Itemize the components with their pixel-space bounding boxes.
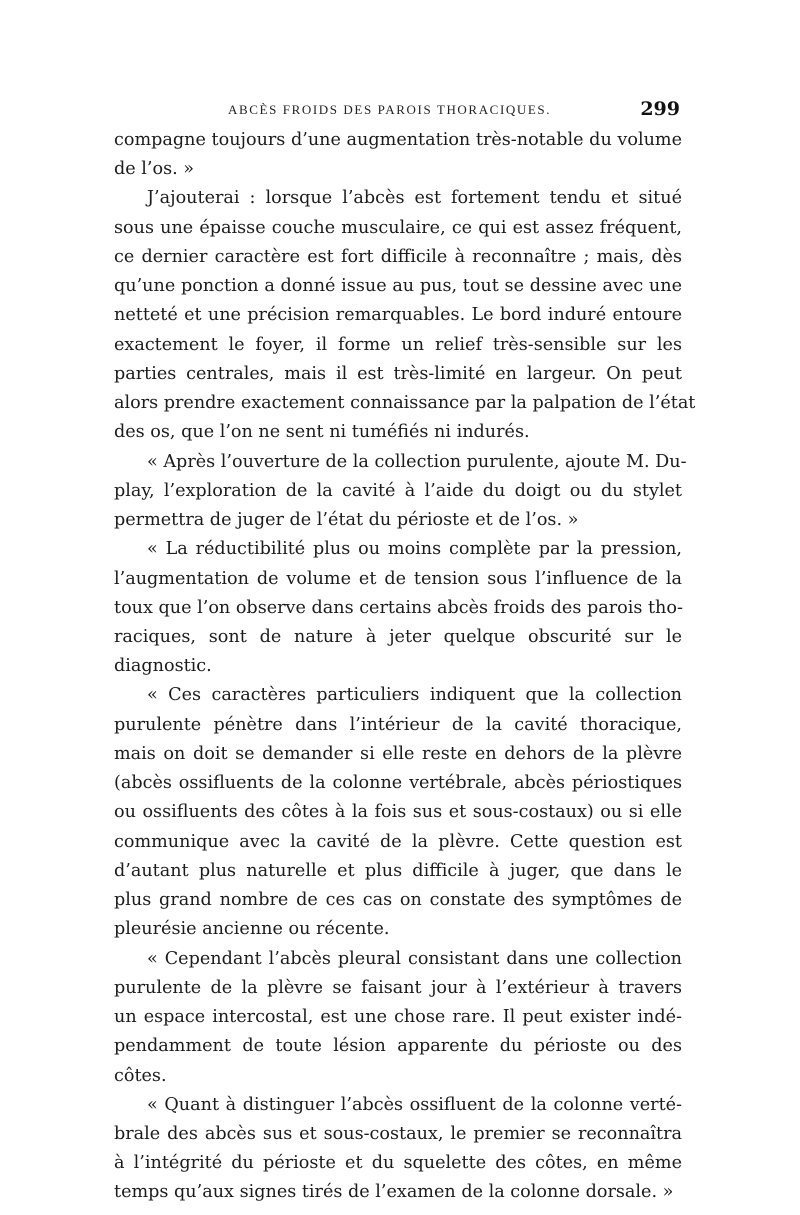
text-line: l’augmentation de volume et de tension sous l’influence de la (114, 568, 682, 589)
text-line: alors prendre exactement connaissance par la palpation de l’état (114, 393, 696, 414)
text-line: play, l’exploration de la cavité à l’aide du doigt ou du stylet (114, 480, 682, 501)
running-title: ABCÈS FROIDS DES PAROIS THORACIQUES. (228, 102, 552, 117)
text-line: mais on doit se demander si elle reste en dehors de la plèvre (114, 743, 682, 764)
text-line: brale des abcès sus et sous-costaux, le premier se reconnaîtra (114, 1123, 682, 1144)
paragraph (114, 535, 682, 681)
paragraph (114, 126, 682, 184)
text-line: ou ossifluents des côtes à la fois sus et sous-costaux) ou si elle (114, 802, 682, 823)
text-line: ce dernier caractère est fort difficile à reconnaître ; mais, dès (114, 246, 682, 267)
text-line: « Cependant l’abcès pleural consistant dans une collection (147, 948, 682, 969)
text-line: parties centrales, mais il est très-limité en largeur. On peut (114, 363, 682, 384)
paragraph (114, 681, 682, 944)
text-line: J’ajouterai : lorsque l’abcès est fortement tendu et situé (147, 188, 682, 209)
text-line: exactement le foyer, il forme un relief très-sensible sur les (114, 334, 682, 355)
text-line: « Quant à distinguer l’abcès ossifluent de la colonne verté- (147, 1094, 682, 1115)
text-line: (abcès ossifluents de la colonne vertébrale, abcès périostiques (114, 773, 682, 794)
text-line: communique avec la cavité de la plèvre. Cette question est (114, 831, 682, 852)
text-line: netteté et une précision remarquables. Le bord induré entoure (114, 305, 682, 326)
text-line: qu’une ponction a donné issue au pus, tout se dessine avec une (114, 276, 682, 297)
running-head (114, 100, 686, 122)
text-line: toux que l’on observe dans certains abcès froids des parois tho- (114, 597, 683, 618)
text-line: temps qu’aux signes tirés de l’examen de la colonne dorsale. » (114, 1182, 674, 1203)
text-line: un espace intercostal, est une chose rare. Il peut exister indé- (114, 1007, 682, 1028)
text-line: permettra de juger de l’état du périoste et de l’os. » (114, 510, 579, 531)
text-line: diagnostic. (114, 656, 212, 677)
text-line: sous une épaisse couche musculaire, ce qui est assez fréquent, (114, 217, 682, 238)
text-line: des os, que l’on ne sent ni tuméfiés ni indurés. (114, 422, 530, 443)
paragraph (114, 945, 682, 1091)
paragraph (114, 448, 687, 536)
text-line: compagne toujours d’une augmentation très-notable du volume (114, 130, 682, 150)
text-line: « Après l’ouverture de la collection purulente, ajoute M. Du- (147, 451, 687, 472)
text-line: plus grand nombre de ces cas on constate des symptômes de (114, 890, 682, 911)
text-line: côtes. (114, 1065, 167, 1086)
page-number: 299 (640, 98, 680, 120)
text-line: à l’intégrité du périoste et du squelette des côtes, en même (114, 1153, 682, 1174)
text-line: pendamment de toute lésion apparente du périoste ou des (114, 1036, 682, 1057)
text-line: pleurésie ancienne ou récente. (114, 919, 390, 940)
paragraph (114, 184, 696, 447)
body-text (114, 126, 696, 1208)
text-line: d’autant plus naturelle et plus difficile à juger, que dans le (114, 860, 682, 881)
text-line: raciques, sont de nature à jeter quelque obscurité sur le (114, 626, 682, 647)
paragraph (114, 1091, 682, 1208)
text-line: de l’os. » (114, 159, 195, 180)
text-line: « La réductibilité plus ou moins complète par la pression, (147, 539, 682, 560)
text-line: purulente pénètre dans l’intérieur de la cavité thoracique, (114, 714, 682, 735)
text-line: « Ces caractères particuliers indiquent que la collection (147, 685, 682, 706)
text-line: purulente de la plèvre se faisant jour à l’extérieur à travers (114, 977, 682, 998)
